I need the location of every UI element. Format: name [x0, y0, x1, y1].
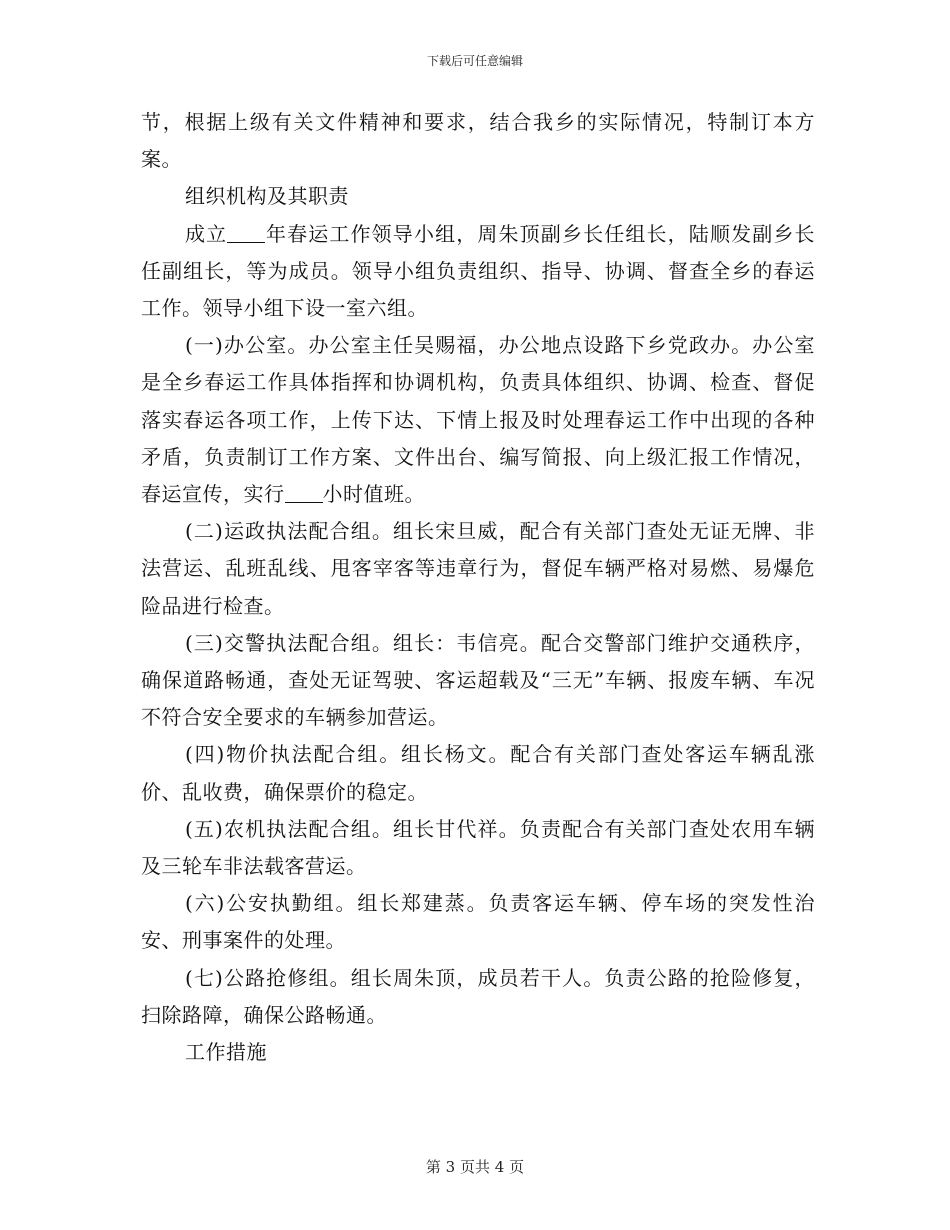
section-heading-organization: 组织机构及其职责: [185, 184, 349, 209]
blank-year-field: [227, 222, 265, 243]
paragraph-public-security: (六)公安执勤组。组长郑建蒸。负责客运车辆、停车场的突发性治安、刑事案件的处理。: [141, 891, 815, 953]
paragraph-traffic-police: (三)交警执法配合组。组长：韦信亮。配合交警部门维护交通秩序，确保道路畅通，查处无证驾驶、客运超载及“三无”车辆、报废车辆、车况不符合安全要求的车辆参加营运。: [141, 630, 815, 730]
paragraph-text: 年春运工作领导小组，周朱顶副乡长任组长，陆顺发副乡长任副组长，等为成员。领导小组负责组织、指导、协调、督查全乡的春运工作。领导小组下设一室六组。: [141, 221, 816, 321]
paragraph-text: 成立: [185, 221, 228, 246]
document-body: [141, 104, 815, 1071]
page-header: 下载后可任意编辑: [426, 54, 523, 68]
paragraph-agri-machinery: (五)农机执法配合组。组长甘代祥。负责配合有关部门查处农用车辆及三轮车非法载客营运。: [141, 816, 815, 879]
paragraph-price-enforcement: (四)物价执法配合组。组长杨文。配合有关部门查处客运车辆乱涨价、乱收费，确保票价的稳定。: [141, 742, 815, 804]
blank-hours-field: [285, 482, 323, 503]
page-footer: 第 3 页共 4 页: [425, 1158, 525, 1176]
paragraph-text: (一)办公室。办公室主任吴赐福，办公地点设路下乡党政办。办公室是全乡春运工作具体指挥和协调机构，负责具体组织、协调、检查、督促落实春运各项工作，上传下达、下情上报及时处理春运工作中出现的各种矛盾，负责制订工作方案、文件出台、编写简报、向上级汇报工作情况，春运宣传，实行: [141, 333, 815, 507]
paragraph-road-repair: (七)公路抢修组。组长周朱顶，成员若干人。负责公路的抢险修复，扫除路障，确保公路畅通。: [141, 965, 815, 1027]
paragraph-intro-end: 节，根据上级有关文件精神和要求，结合我乡的实际情况，特制订本方案。: [141, 110, 815, 172]
paragraph-text: 小时值班。: [322, 482, 425, 507]
paragraph-transport-enforcement: (二)运政执法配合组。组长宋旦威，配合有关部门查处无证无牌、非法营运、乱班乱线、甩客宰客等违章行为，督促车辆严格对易燃、易爆危险品进行检查。: [141, 519, 815, 618]
paragraph-leadership-group: [141, 216, 815, 328]
section-heading-measures: 工作措施: [185, 1040, 267, 1065]
paragraph-office: [141, 327, 815, 513]
